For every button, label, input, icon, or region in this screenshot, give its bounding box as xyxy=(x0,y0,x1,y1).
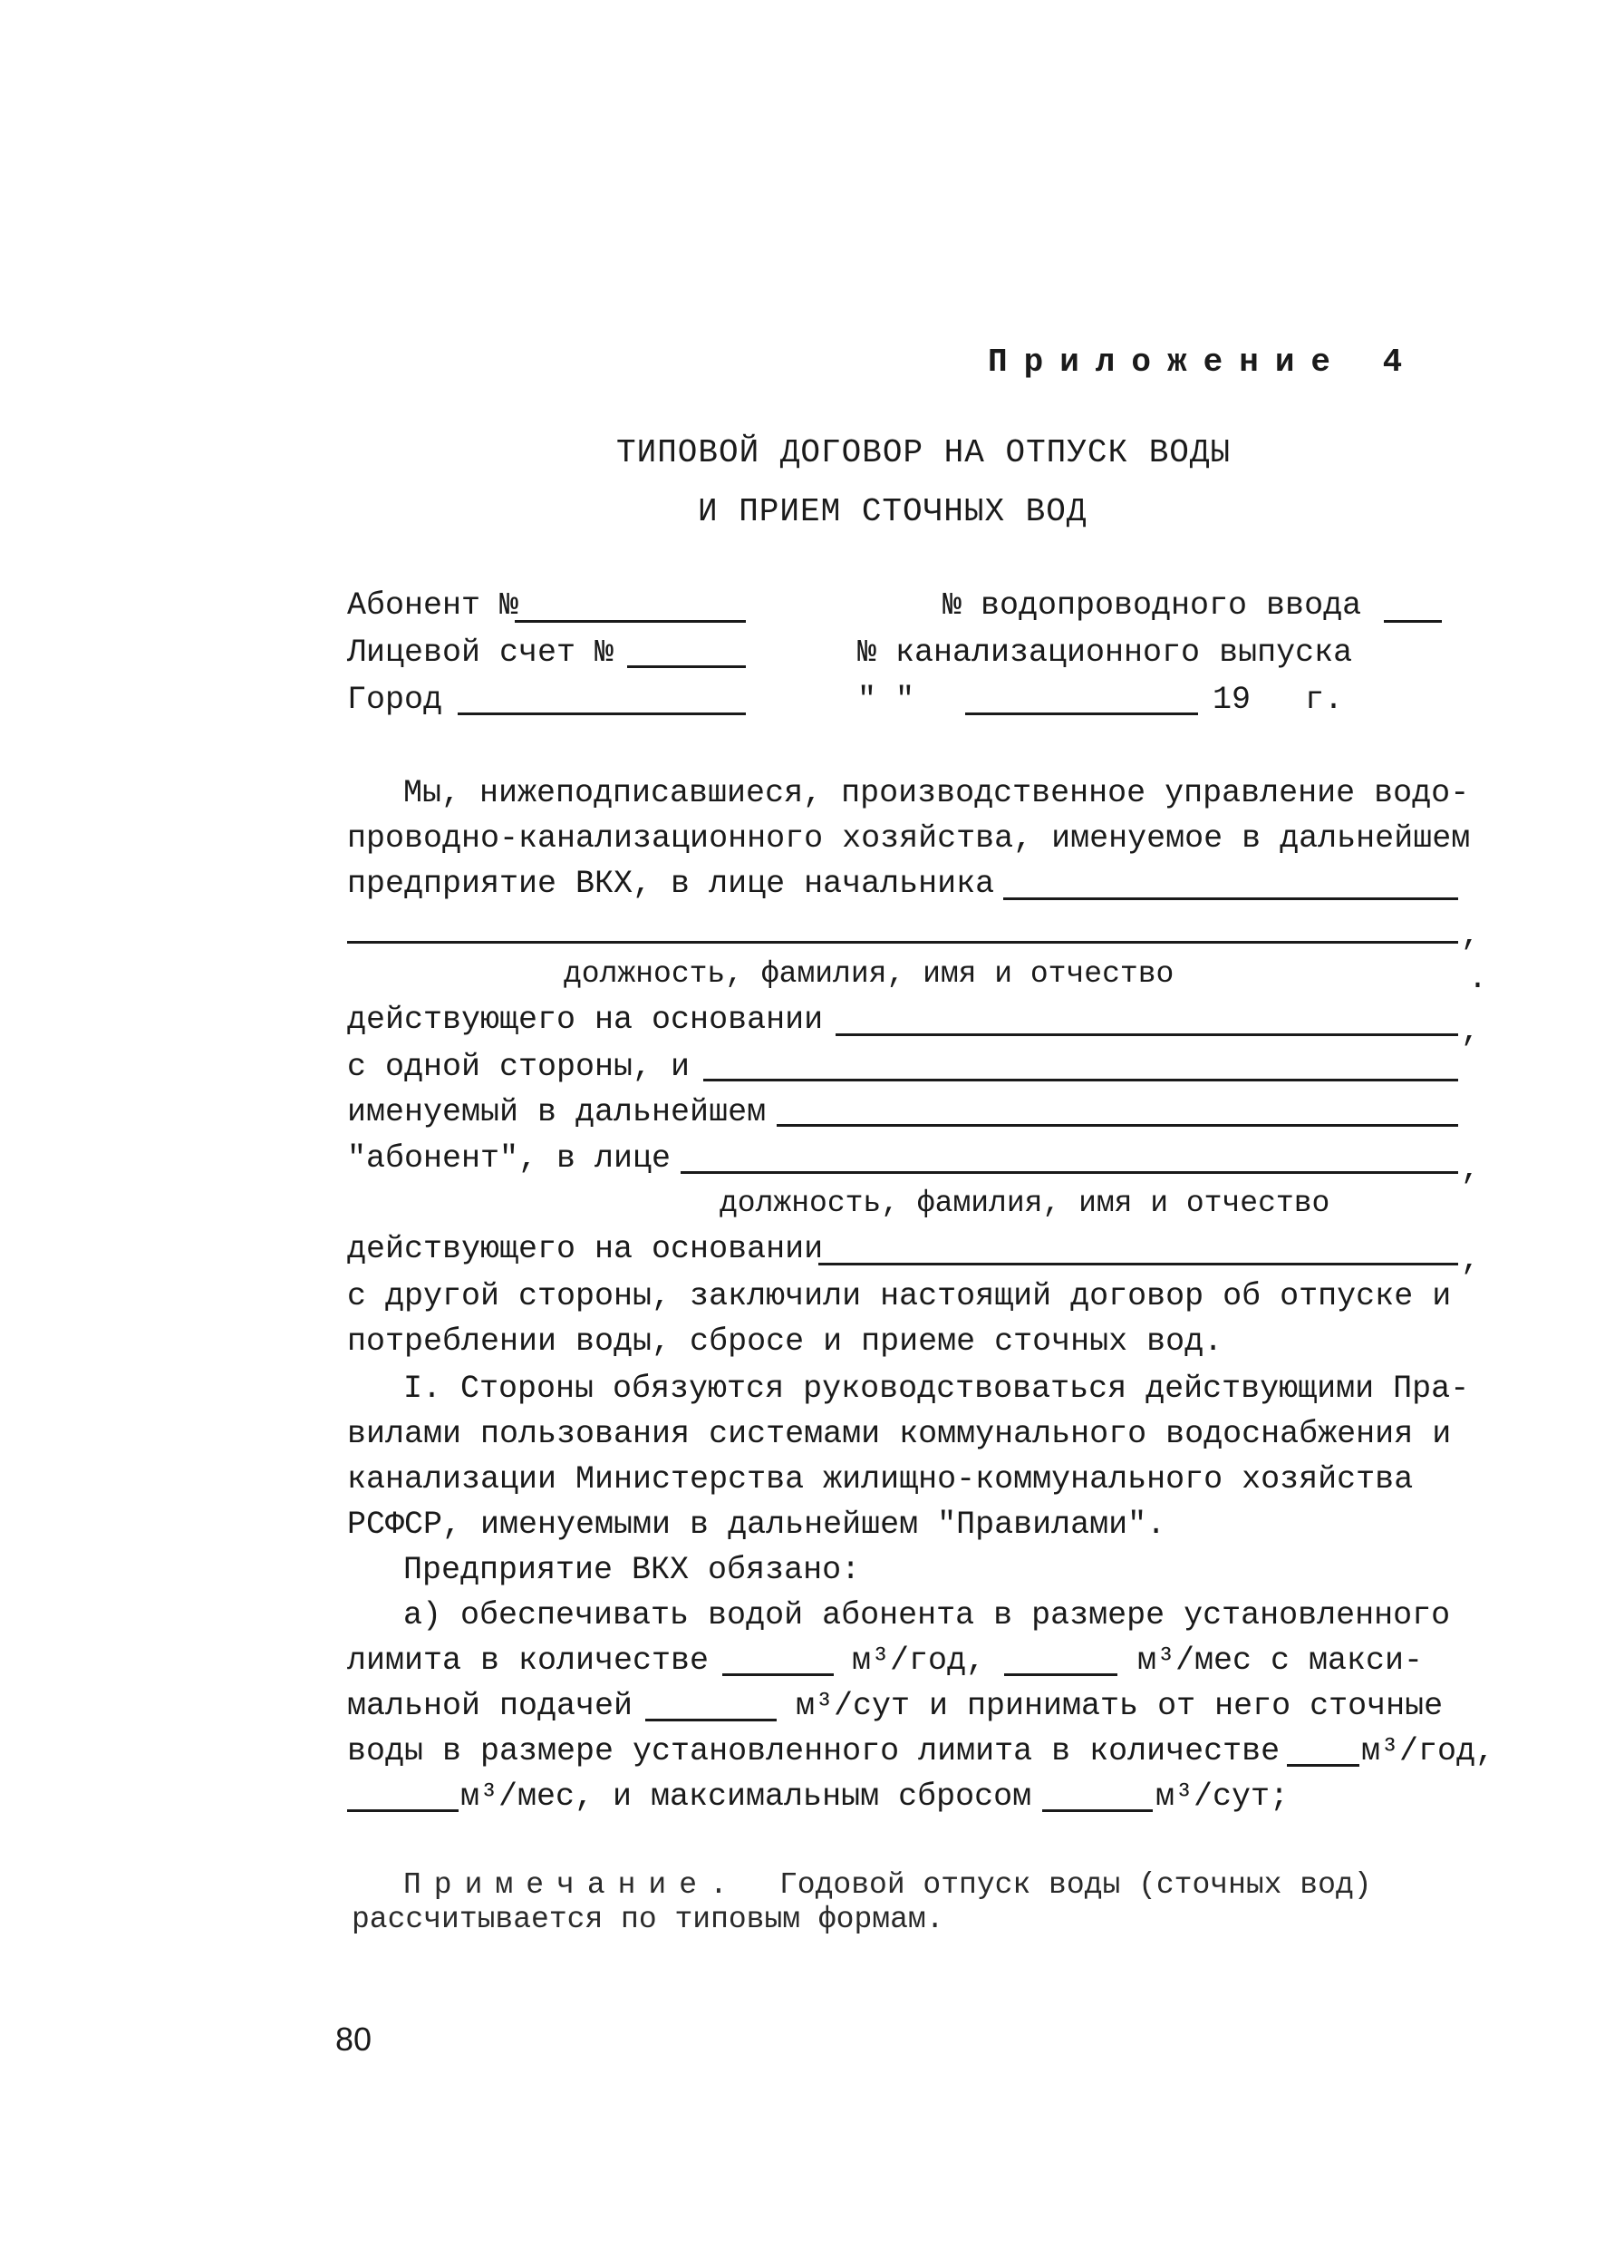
named-blank xyxy=(777,1124,1458,1127)
daily-supply-blank xyxy=(645,1719,777,1721)
monthly-limit-blank xyxy=(1004,1673,1117,1676)
clause-1-line-4: РСФСР, именуемыми в дальнейшем "Правилами". xyxy=(347,1507,1166,1543)
page-number: 80 xyxy=(335,2021,372,2058)
obligations-heading: Предприятие ВКХ обязано: xyxy=(403,1552,861,1588)
one-side-label: с одной стороны, и xyxy=(347,1049,691,1085)
acting-basis-comma-2: , xyxy=(1461,1242,1481,1278)
date-quotes: " " xyxy=(857,682,915,718)
obligation-a-line-3-start: мальной подачей xyxy=(347,1688,633,1724)
intro-line-2: проводно-канализационного хозяйства, именуемое в дальнейшем xyxy=(347,820,1471,857)
note-line-1: Годовой отпуск воды (сточных вод) xyxy=(779,1868,1372,1902)
document-title-line-1: ТИПОВОЙ ДОГОВОР НА ОТПУСК ВОДЫ xyxy=(616,434,1232,471)
intro-line-1: Мы, нижеподписавшиеся, производственное управление водо- xyxy=(403,775,1470,811)
account-number-blank xyxy=(627,665,746,668)
subscriber-number-label: Абонент № xyxy=(347,587,519,624)
sewer-outlet-number-label: № канализационного выпуска xyxy=(857,635,1353,671)
obligation-a-line-5-unit-2: м³/сут; xyxy=(1155,1779,1290,1815)
position-caption-2: должность, фамилия, имя и отчество xyxy=(720,1187,1330,1220)
annual-limit-blank xyxy=(722,1673,834,1676)
acting-basis-comma-1: , xyxy=(1461,1013,1481,1050)
named-label: именуемый в дальнейшем xyxy=(347,1094,767,1130)
wastewater-annual-blank xyxy=(1287,1764,1359,1767)
acting-basis-label-2: действующего на основании xyxy=(347,1231,824,1267)
other-party-blank xyxy=(703,1079,1458,1081)
wastewater-unit-m3-year: м³/год, xyxy=(1361,1733,1495,1769)
caption-1-dot: . xyxy=(1468,961,1488,997)
clause-1-line-3: канализации Министерства жилищно-коммунального хозяйства xyxy=(347,1461,1414,1497)
chief-line-comma: , xyxy=(1461,917,1481,954)
note-line-2: рассчитывается по типовым формам. xyxy=(352,1903,944,1936)
intro-line-3: предприятие ВКХ, в лице начальника xyxy=(347,866,995,902)
document-title-line-2: И ПРИЕМ СТОЧНЫХ ВОД xyxy=(698,493,1088,530)
acting-basis-label-1: действующего на основании xyxy=(347,1002,824,1038)
subscriber-in-person-label: "абонент", в лице xyxy=(347,1140,672,1177)
appendix-label: Приложение 4 xyxy=(988,344,1419,381)
other-side-line-2: потреблении воды, сбросе и приеме сточных вод. xyxy=(347,1323,1223,1360)
chief-name-blank xyxy=(1003,897,1458,900)
acting-basis-blank-2 xyxy=(818,1263,1458,1265)
date-blank xyxy=(965,712,1198,715)
acting-basis-blank-1 xyxy=(836,1033,1458,1036)
position-caption-1: должность, фамилия, имя и отчество xyxy=(564,957,1174,991)
obligation-a-line-2-start: лимита в количестве xyxy=(347,1643,710,1679)
chief-name-blank-2 xyxy=(347,941,1458,944)
max-discharge-blank xyxy=(1042,1809,1153,1812)
wastewater-monthly-blank xyxy=(347,1809,459,1812)
subscriber-number-blank xyxy=(515,620,746,623)
date-year-prefix: 19 xyxy=(1213,682,1252,718)
other-side-line-1: с другой стороны, заключили настоящий договор об отпуске и xyxy=(347,1278,1452,1314)
account-number-label: Лицевой счет № xyxy=(347,635,614,671)
subscriber-representative-comma: , xyxy=(1461,1151,1481,1187)
obligation-a-line-1: а) обеспечивать водой абонента в размере установленного xyxy=(403,1597,1451,1633)
clause-1-line-1: I. Стороны обязуются руководствоваться действующими Пра- xyxy=(403,1371,1470,1407)
obligation-a-line-4-start: воды в размере установленного лимита в количестве xyxy=(347,1733,1281,1769)
clause-1-line-2: вилами пользования системами коммунального водоснабжения и xyxy=(347,1416,1452,1452)
subscriber-representative-blank xyxy=(681,1171,1458,1174)
city-label: Город xyxy=(347,682,443,718)
obligation-a-line-3-end: м³/сут и принимать от него сточные xyxy=(796,1688,1444,1724)
water-input-number-blank xyxy=(1384,620,1442,623)
date-year-suffix: г. xyxy=(1305,682,1344,718)
obligation-a-line-5-unit-1: м³/мес, и максимальным сбросом xyxy=(460,1779,1032,1815)
unit-m3-year: м³/год, xyxy=(852,1643,986,1679)
water-input-number-label: № водопроводного ввода xyxy=(942,587,1362,624)
city-blank xyxy=(458,712,746,715)
note-label: Примечание. xyxy=(403,1868,740,1902)
unit-m3-month-max: м³/мес с макси- xyxy=(1137,1643,1424,1679)
